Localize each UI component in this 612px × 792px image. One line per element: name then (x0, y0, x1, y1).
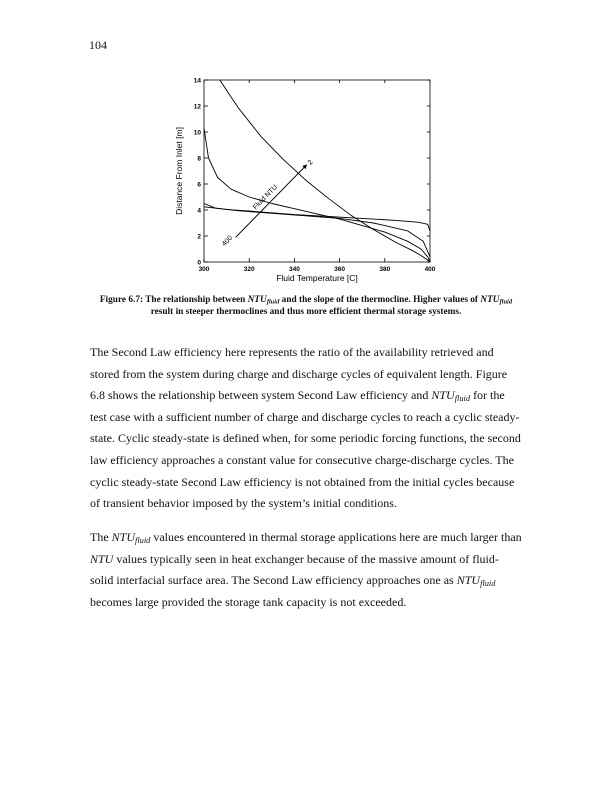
x-tick-label: 300 (198, 266, 210, 273)
x-axis-label: Fluid Temperature [C] (276, 273, 358, 283)
page-number: 104 (89, 38, 107, 52)
p1-var-sub: fluid (454, 394, 471, 404)
y-tick-label: 12 (193, 103, 201, 111)
y-tick-label: 2 (197, 233, 201, 241)
ntu-arrow-label: Fluid NTU (252, 183, 280, 212)
y-tick-label: 14 (193, 77, 201, 85)
series-line-3 (204, 204, 430, 257)
caption-var-2 (480, 295, 512, 305)
caption-var-1 (248, 295, 280, 305)
paragraph-second-law-efficiency (90, 342, 522, 515)
ntu-arrow-line (236, 166, 306, 238)
y-axis-label: Distance From Inlet [m] (174, 127, 184, 215)
x-tick-label: 320 (243, 266, 255, 273)
figure-caption (92, 294, 520, 318)
p2-var-1-main: NTU (111, 530, 135, 544)
caption-var-1-main: NTU (247, 295, 267, 305)
caption-text-2: and the slope of the thermocline. Higher values of (279, 295, 481, 305)
y-tick-label: 0 (197, 259, 201, 267)
p2-var-3-main: NTU (456, 573, 481, 588)
p2-text-4: becomes large provided the storage tank capacity is not exceeded. (90, 594, 407, 609)
p2-var-3-sub: fluid (480, 579, 496, 589)
y-tick-label: 6 (197, 181, 201, 189)
caption-var-2-main: NTU (480, 295, 500, 305)
y-tick-label: 4 (197, 207, 201, 215)
paragraph-ntu-values (90, 527, 522, 613)
p1-text-2: for the test case with a sufficient number of charge and discharge cycles to reach a cyclic steady-state. Cyclic steady-state is defined when, for some periodic forcing functions, the second law efficiency approaches a constant value for consecutive charge-discharge cycles. The cyclic steady-state Second Law efficiency is not obtained from the initial cycles because of transient behavior imposed by the system’s initial conditions. (90, 388, 521, 511)
p2-var-1-sub: fluid (135, 536, 151, 546)
x-tick-label: 340 (288, 266, 300, 273)
ntu-high-label: 400 (220, 234, 235, 248)
caption-var-2-sub: fluid (499, 298, 513, 306)
series-line-4 (204, 207, 430, 231)
p2-var-1 (112, 530, 151, 544)
p1-var (431, 388, 470, 402)
y-tick-label: 8 (197, 155, 201, 163)
p2-var-2: NTU (90, 551, 114, 566)
x-tick-label: 380 (379, 266, 391, 273)
series-line-2 (204, 128, 430, 262)
p1-var-main: NTU (431, 388, 455, 403)
caption-text-1: The relationship between (143, 295, 248, 305)
caption-text-3: result in steeper thermoclines and thus more efficient thermal storage systems. (150, 307, 462, 317)
p2-text-3: values typically seen in heat exchanger because of the massive amount of fluid-solid interfacial surface area. The Second Law efficiency approaches one as (90, 551, 499, 588)
caption-label: Figure 6.7: (99, 295, 144, 305)
p2-text-2: values encountered in thermal storage applications here are much larger than (150, 530, 522, 544)
p1-text-1: The Second Law efficiency here represents the ratio of the availability retrieved and stored from the system during charge and discharge cycles of equivalent length. Figure 6.8 shows the relationship between system Second Law efficiency and (90, 345, 508, 403)
x-tick-label: 400 (424, 266, 436, 273)
p2-var-3 (457, 573, 496, 587)
x-tick-label: 360 (334, 266, 346, 273)
ntu-low-label: 2 (306, 158, 315, 167)
caption-var-1-sub: fluid (266, 298, 280, 306)
series-line-1 (220, 80, 430, 262)
thermocline-chart (170, 72, 440, 292)
p2-text-1: The (90, 530, 112, 544)
y-tick-label: 10 (193, 129, 201, 137)
